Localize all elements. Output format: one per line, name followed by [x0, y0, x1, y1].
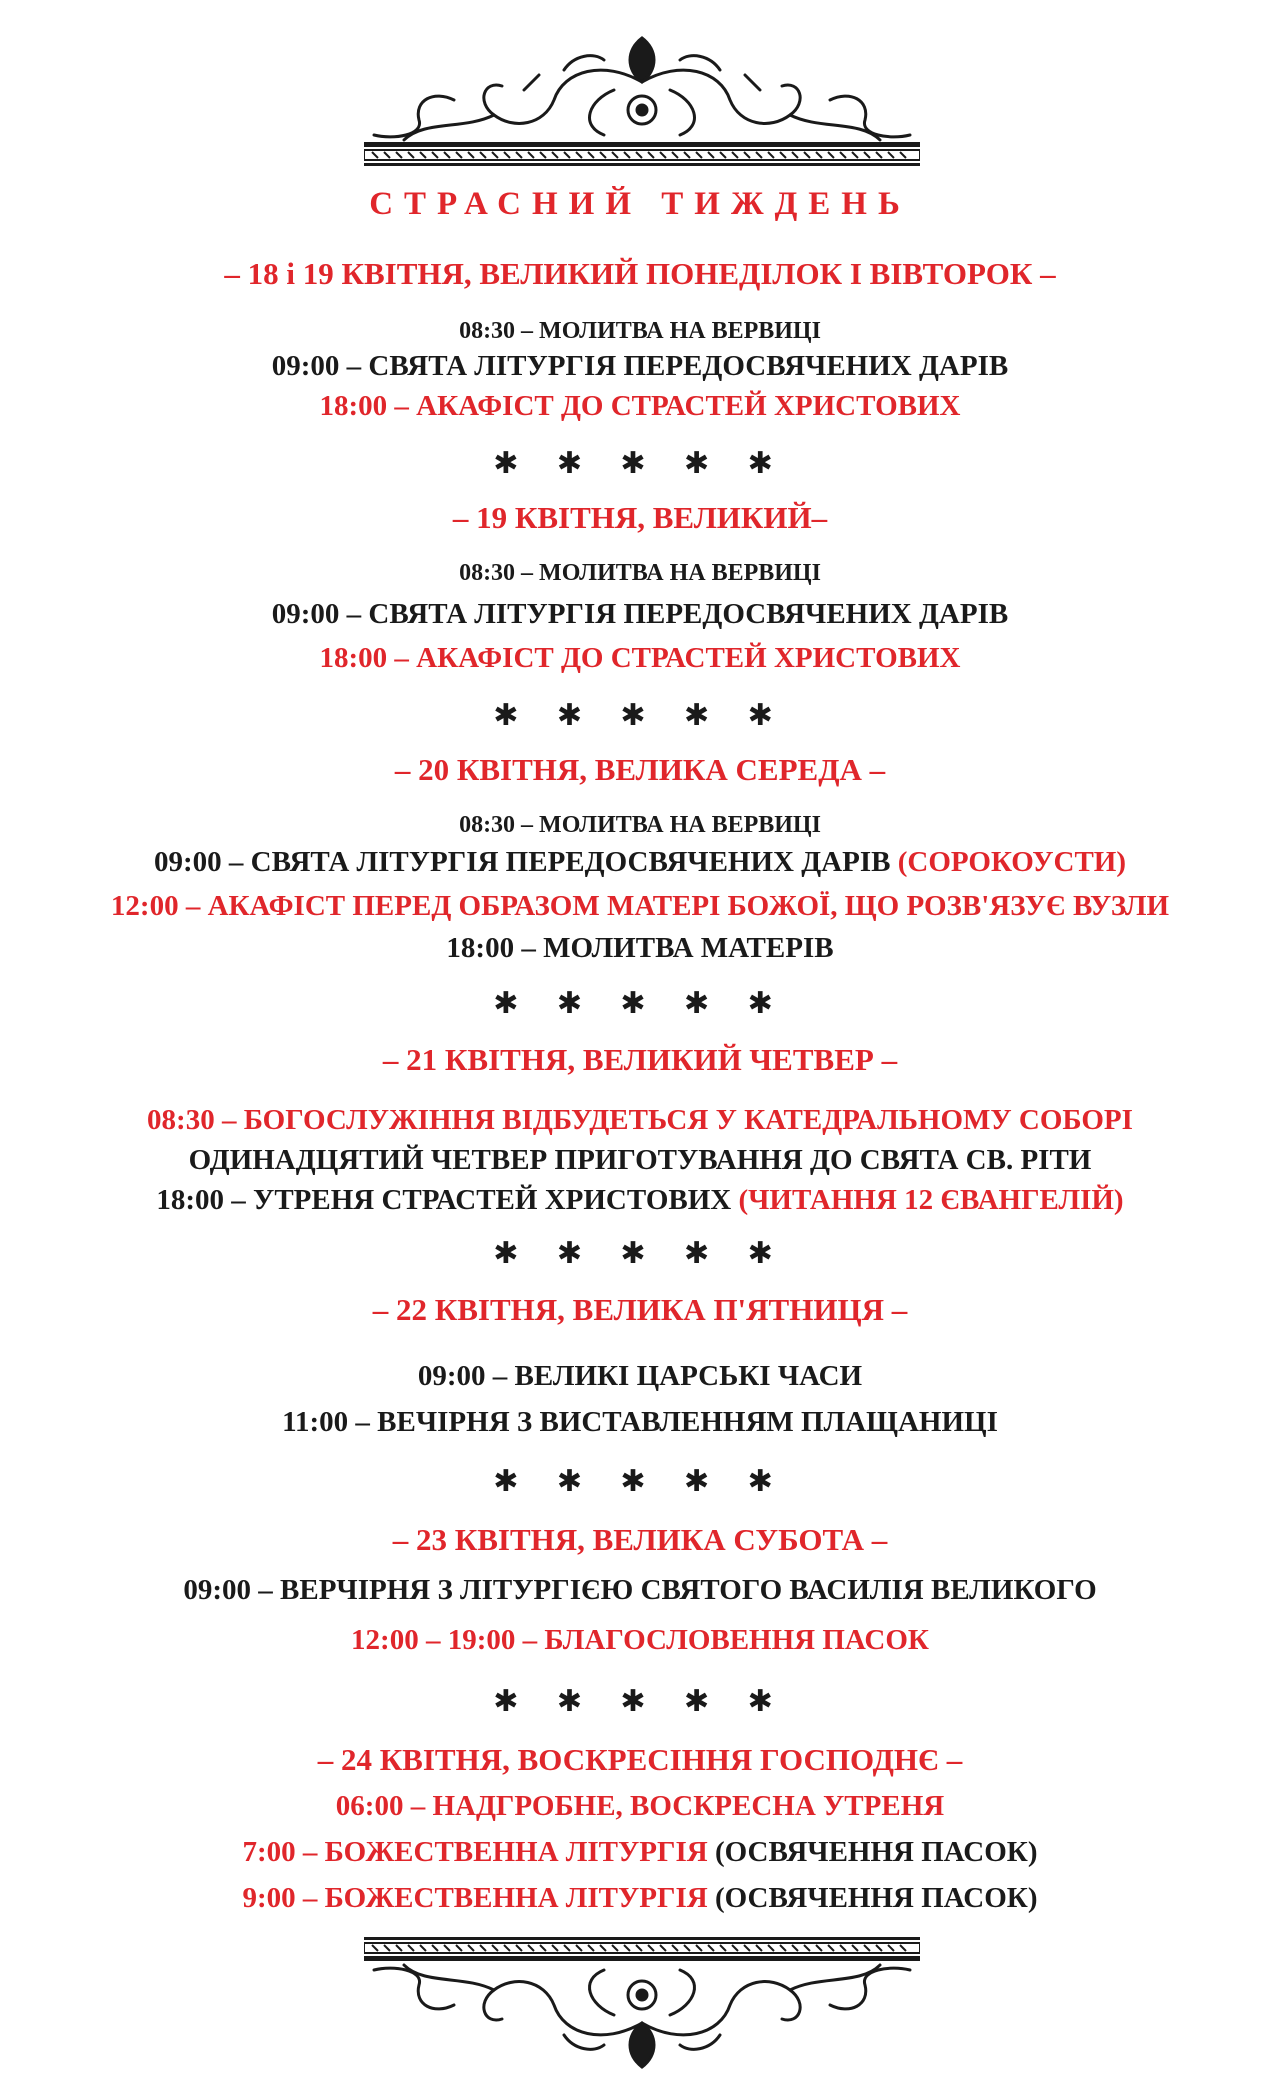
- event-line: [0, 1882, 1280, 1915]
- event-line: 18:00 – МОЛИТВА МАТЕРІВ: [446, 932, 834, 964]
- event-line: [0, 1184, 1280, 1217]
- event-line: ОДИНАДЦЯТИЙ ЧЕТВЕР ПРИГОТУВАННЯ ДО СВЯТА СВ. РІТИ: [188, 1144, 1092, 1176]
- event-note: (ОСВЯЧЕННЯ ПАСОК): [714, 1836, 1038, 1868]
- separator: ✱ ✱ ✱ ✱ ✱: [493, 698, 787, 733]
- day-heading: – 23 КВІТНЯ, ВЕЛИКА СУБОТА –: [392, 1522, 888, 1557]
- event-line: 09:00 – ВЕРЧІРНЯ З ЛІТУРГІЄЮ СВЯТОГО ВАСИЛІЯ ВЕЛИКОГО: [183, 1574, 1097, 1606]
- ornament-icon: [364, 1935, 920, 2075]
- page-title: СТРАСНИЙ ТИЖДЕНЬ: [369, 186, 911, 222]
- event-line: 08:30 – БОГОСЛУЖІННЯ ВІДБУДЕТЬСЯ У КАТЕДРАЛЬНОМУ СОБОРІ: [147, 1104, 1133, 1136]
- event-line: 08:30 – МОЛИТВА НА ВЕРВИЦІ: [459, 318, 821, 344]
- event-line: 09:00 – ВЕЛИКІ ЦАРСЬКІ ЧАСИ: [417, 1360, 863, 1392]
- event-text: 9:00 – БОЖЕСТВЕННА ЛІТУРГІЯ: [242, 1882, 708, 1914]
- event-line: [0, 846, 1280, 879]
- separator: ✱ ✱ ✱ ✱ ✱: [493, 1236, 787, 1271]
- event-text: 18:00 – УТРЕНЯ СТРАСТЕЙ ХРИСТОВИХ: [156, 1184, 732, 1216]
- separator: ✱ ✱ ✱ ✱ ✱: [493, 986, 787, 1021]
- event-line: [0, 1836, 1280, 1869]
- event-note: (СОРОКОУСТИ): [897, 846, 1126, 878]
- day-heading: – 18 і 19 КВІТНЯ, ВЕЛИКИЙ ПОНЕДІЛОК І ВІВТОРОК –: [224, 256, 1056, 291]
- event-text: 7:00 – БОЖЕСТВЕННА ЛІТУРГІЯ: [242, 1836, 708, 1868]
- event-line: 18:00 – АКАФІСТ ДО СТРАСТЕЙ ХРИСТОВИХ: [319, 390, 961, 422]
- separator: ✱ ✱ ✱ ✱ ✱: [493, 1684, 787, 1719]
- event-line: 08:30 – МОЛИТВА НА ВЕРВИЦІ: [459, 560, 821, 586]
- day-heading: – 24 КВІТНЯ, ВОСКРЕСІННЯ ГОСПОДНЄ –: [317, 1742, 963, 1777]
- event-line: 06:00 – НАДГРОБНЕ, ВОСКРЕСНА УТРЕНЯ: [335, 1790, 945, 1822]
- day-heading: – 21 КВІТНЯ, ВЕЛИКИЙ ЧЕТВЕР –: [382, 1042, 898, 1077]
- day-heading: – 22 КВІТНЯ, ВЕЛИКА П'ЯТНИЦЯ –: [372, 1292, 908, 1327]
- event-line: 12:00 – 19:00 – БЛАГОСЛОВЕННЯ ПАСОК: [351, 1624, 929, 1656]
- event-line: 09:00 – СВЯТА ЛІТУРГІЯ ПЕРЕДОСВЯЧЕНИХ ДАРІВ: [271, 350, 1009, 382]
- event-line: 08:30 – МОЛИТВА НА ВЕРВИЦІ: [459, 812, 821, 838]
- event-note: (ЧИТАННЯ 12 ЄВАНГЕЛІЙ): [738, 1184, 1124, 1216]
- event-note: (ОСВЯЧЕННЯ ПАСОК): [714, 1882, 1038, 1914]
- event-line: 18:00 – АКАФІСТ ДО СТРАСТЕЙ ХРИСТОВИХ: [319, 642, 961, 674]
- separator: ✱ ✱ ✱ ✱ ✱: [493, 1464, 787, 1499]
- event-text: 09:00 – СВЯТА ЛІТУРГІЯ ПЕРЕДОСВЯЧЕНИХ ДАРІВ: [153, 846, 891, 878]
- event-line: 11:00 – ВЕЧІРНЯ З ВИСТАВЛЕННЯМ ПЛАЩАНИЦІ: [282, 1406, 998, 1438]
- day-heading: – 20 КВІТНЯ, ВЕЛИКА СЕРЕДА –: [394, 752, 886, 787]
- separator: ✱ ✱ ✱ ✱ ✱: [493, 446, 787, 481]
- ornament-icon: [364, 30, 920, 175]
- day-heading: – 19 КВІТНЯ, ВЕЛИКИЙ–: [452, 500, 828, 535]
- event-line: 12:00 – АКАФІСТ ПЕРЕД ОБРАЗОМ МАТЕРІ БОЖОЇ, ЩО РОЗВ'ЯЗУЄ ВУЗЛИ: [110, 890, 1170, 922]
- event-line: 09:00 – СВЯТА ЛІТУРГІЯ ПЕРЕДОСВЯЧЕНИХ ДАРІВ: [271, 598, 1009, 630]
